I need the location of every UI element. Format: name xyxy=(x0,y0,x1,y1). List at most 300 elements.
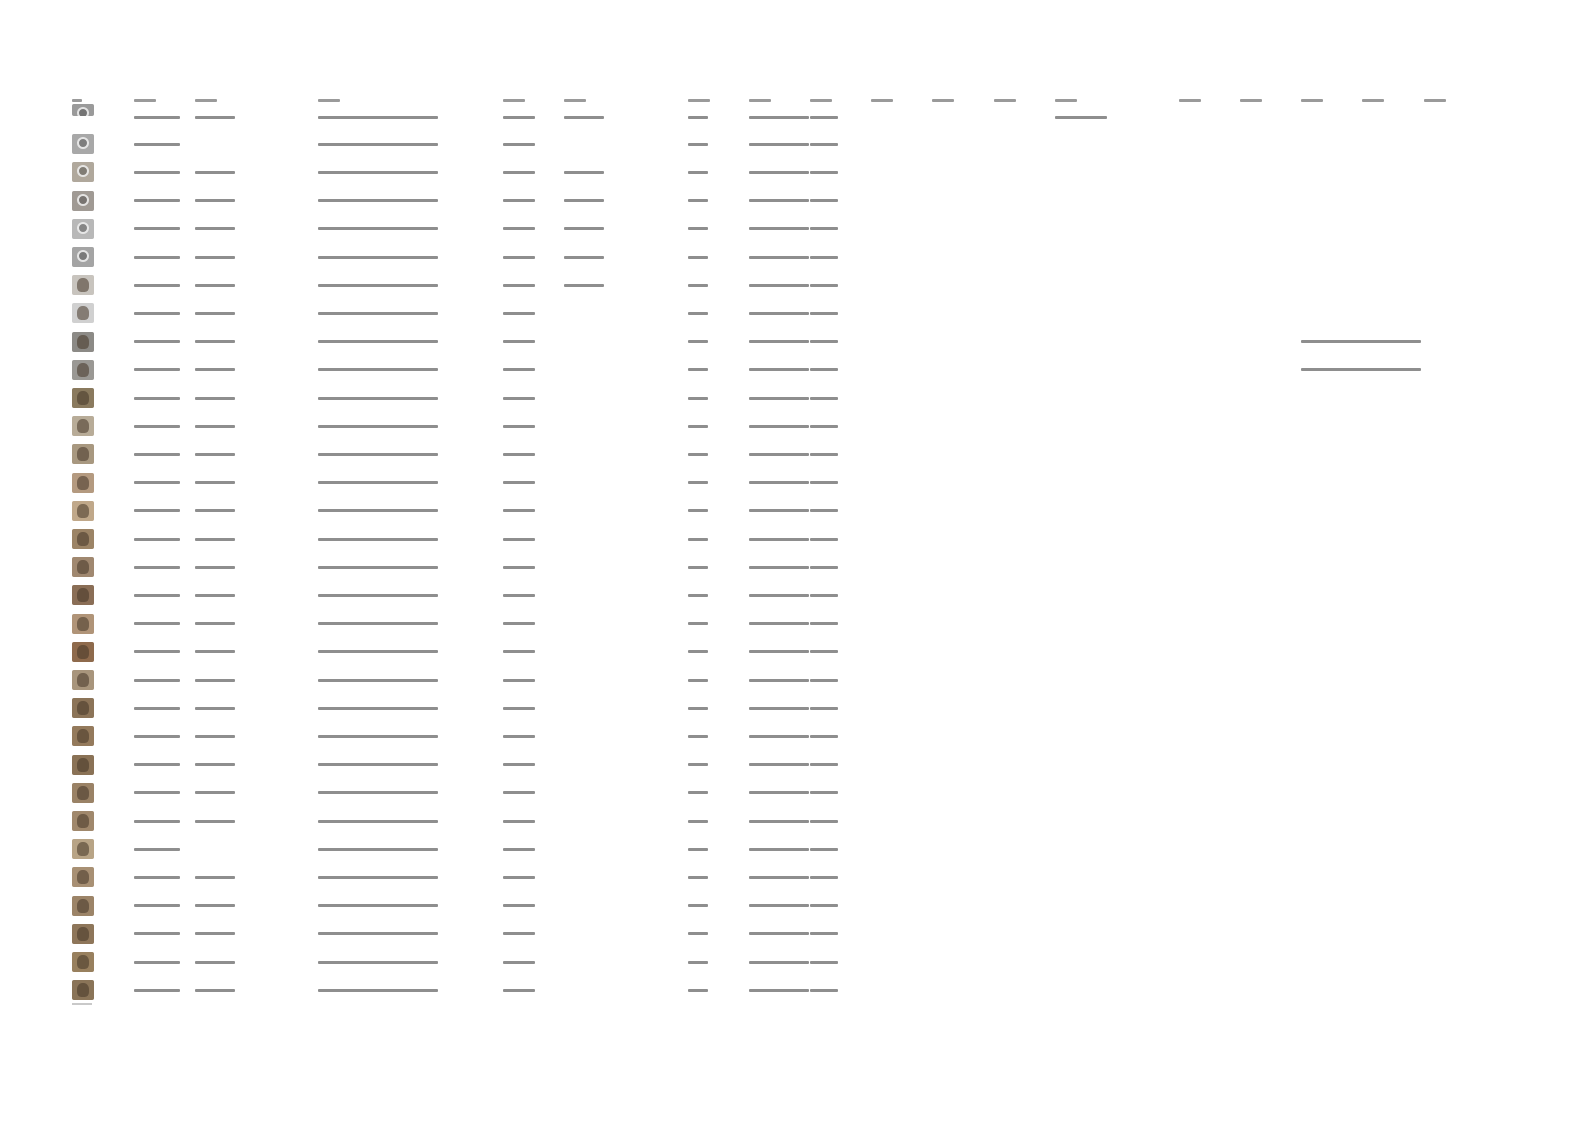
cell-unreadable-text xyxy=(195,932,235,936)
table-row xyxy=(0,922,1587,950)
cell-unreadable-text xyxy=(810,988,838,992)
column-header-unreadable xyxy=(871,99,893,102)
object-thumbnail-image xyxy=(72,642,94,662)
cell-unreadable-text xyxy=(318,960,438,964)
cell-unreadable-text xyxy=(503,199,535,203)
cell-unreadable-text xyxy=(749,819,809,823)
cell-unreadable-text xyxy=(134,960,180,964)
object-thumbnail-image xyxy=(72,783,94,803)
cell-unreadable-text xyxy=(688,424,708,428)
cell-unreadable-text xyxy=(195,170,235,174)
cell-unreadable-text xyxy=(134,875,180,879)
object-thumbnail-image xyxy=(72,585,94,605)
cell-unreadable-text xyxy=(503,819,535,823)
cell-unreadable-text xyxy=(810,763,838,767)
cell-unreadable-text xyxy=(503,593,535,597)
cell-unreadable-text xyxy=(688,565,708,569)
table-row xyxy=(0,160,1587,188)
cell-unreadable-text xyxy=(134,452,180,456)
table-row xyxy=(0,527,1587,555)
cell-unreadable-text xyxy=(318,847,438,851)
table-row xyxy=(0,640,1587,668)
cell-unreadable-text xyxy=(810,593,838,597)
cell-unreadable-text xyxy=(688,932,708,936)
cell-unreadable-text xyxy=(503,424,535,428)
cell-unreadable-text xyxy=(688,819,708,823)
cell-unreadable-text xyxy=(810,283,838,287)
cell-unreadable-text xyxy=(134,481,180,485)
cell-unreadable-text xyxy=(195,424,235,428)
cell-unreadable-text xyxy=(195,509,235,513)
cell-unreadable-text xyxy=(810,452,838,456)
cell-unreadable-text xyxy=(503,311,535,315)
cell-unreadable-text xyxy=(318,509,438,513)
object-thumbnail-image xyxy=(72,670,94,690)
cell-unreadable-text xyxy=(749,227,809,231)
cell-unreadable-text xyxy=(503,368,535,372)
table-row xyxy=(0,978,1587,1006)
cell-unreadable-text xyxy=(195,960,235,964)
cell-unreadable-text xyxy=(195,311,235,315)
object-thumbnail-image xyxy=(72,952,94,972)
cell-unreadable-text xyxy=(688,115,708,119)
cell-unreadable-text xyxy=(195,875,235,879)
cell-unreadable-text xyxy=(688,763,708,767)
object-thumbnail-image xyxy=(72,755,94,775)
cell-unreadable-text xyxy=(318,481,438,485)
cell-unreadable-text xyxy=(688,904,708,908)
cell-unreadable-text xyxy=(134,904,180,908)
cell-unreadable-text xyxy=(134,819,180,823)
cell-unreadable-text xyxy=(134,396,180,400)
cell-unreadable-text xyxy=(749,791,809,795)
cell-unreadable-text xyxy=(810,932,838,936)
column-header-unreadable xyxy=(1301,99,1323,102)
cell-unreadable-text xyxy=(503,904,535,908)
column-header-unreadable xyxy=(1362,99,1384,102)
cell-unreadable-text xyxy=(503,396,535,400)
cell-unreadable-text xyxy=(749,452,809,456)
table-row xyxy=(0,132,1587,160)
cell-unreadable-text xyxy=(503,340,535,344)
table-row xyxy=(0,781,1587,809)
column-header-unreadable xyxy=(195,99,217,102)
cell-unreadable-text xyxy=(688,875,708,879)
cell-unreadable-text xyxy=(195,988,235,992)
cell-unreadable-text xyxy=(810,960,838,964)
cell-unreadable-text xyxy=(503,678,535,682)
object-thumbnail-image xyxy=(72,726,94,746)
table-row xyxy=(0,696,1587,724)
object-thumbnail-image xyxy=(72,529,94,549)
object-thumbnail-image xyxy=(72,557,94,577)
cell-unreadable-text xyxy=(195,763,235,767)
cell-unreadable-text xyxy=(195,734,235,738)
column-header-unreadable xyxy=(564,99,586,102)
cell-unreadable-text xyxy=(318,734,438,738)
cell-unreadable-text xyxy=(318,142,438,146)
column-header-unreadable xyxy=(1424,99,1446,102)
table-row xyxy=(0,414,1587,442)
cell-unreadable-text xyxy=(195,678,235,682)
cell-unreadable-text xyxy=(688,170,708,174)
cell-unreadable-text xyxy=(749,340,809,344)
cell-unreadable-text xyxy=(503,875,535,879)
cell-unreadable-text xyxy=(318,904,438,908)
cell-unreadable-text xyxy=(134,311,180,315)
cell-unreadable-text xyxy=(749,988,809,992)
cell-unreadable-text xyxy=(134,622,180,626)
cell-unreadable-text xyxy=(195,368,235,372)
cell-unreadable-text xyxy=(134,734,180,738)
object-thumbnail-image xyxy=(72,839,94,859)
cell-unreadable-text xyxy=(810,340,838,344)
cell-unreadable-text xyxy=(134,791,180,795)
cell-unreadable-text xyxy=(195,650,235,654)
table-row xyxy=(0,809,1587,837)
cell-unreadable-text xyxy=(749,904,809,908)
cell-unreadable-text xyxy=(195,622,235,626)
table-row xyxy=(0,189,1587,217)
object-thumbnail-image xyxy=(72,444,94,464)
object-thumbnail-image xyxy=(72,247,94,267)
cell-unreadable-text xyxy=(810,509,838,513)
cell-unreadable-text xyxy=(810,481,838,485)
cell-unreadable-text xyxy=(134,170,180,174)
table-row xyxy=(0,217,1587,245)
cell-unreadable-text xyxy=(503,932,535,936)
column-header-unreadable xyxy=(318,99,340,102)
cell-unreadable-text xyxy=(503,509,535,513)
cell-unreadable-text xyxy=(810,622,838,626)
cell-unreadable-text xyxy=(195,791,235,795)
cell-unreadable-text xyxy=(749,875,809,879)
cell-unreadable-text xyxy=(503,142,535,146)
cell-unreadable-text xyxy=(810,115,838,119)
cell-unreadable-text xyxy=(318,424,438,428)
cell-unreadable-text xyxy=(749,622,809,626)
cell-unreadable-text xyxy=(195,706,235,710)
cell-unreadable-text xyxy=(503,847,535,851)
cell-unreadable-text xyxy=(1301,368,1421,372)
cell-unreadable-text xyxy=(134,988,180,992)
cell-unreadable-text xyxy=(195,199,235,203)
cell-unreadable-text xyxy=(810,424,838,428)
cell-unreadable-text xyxy=(688,227,708,231)
cell-unreadable-text xyxy=(564,115,604,119)
cell-unreadable-text xyxy=(564,170,604,174)
object-thumbnail-image xyxy=(72,388,94,408)
cell-unreadable-text xyxy=(318,819,438,823)
cell-unreadable-text xyxy=(688,678,708,682)
column-header-unreadable xyxy=(994,99,1016,102)
cell-unreadable-text xyxy=(810,227,838,231)
cell-unreadable-text xyxy=(318,678,438,682)
cell-unreadable-text xyxy=(134,255,180,259)
cell-unreadable-text xyxy=(749,678,809,682)
cell-unreadable-text xyxy=(134,593,180,597)
table-row xyxy=(0,301,1587,329)
cell-unreadable-text xyxy=(134,847,180,851)
cell-unreadable-text xyxy=(749,481,809,485)
column-header-unreadable xyxy=(810,99,832,102)
cell-unreadable-text xyxy=(749,368,809,372)
cell-unreadable-text xyxy=(1055,115,1107,119)
cell-unreadable-text xyxy=(318,199,438,203)
object-thumbnail-image xyxy=(72,867,94,887)
cell-unreadable-text xyxy=(134,763,180,767)
cell-unreadable-text xyxy=(810,255,838,259)
cell-unreadable-text xyxy=(688,593,708,597)
cell-unreadable-text xyxy=(134,650,180,654)
cell-unreadable-text xyxy=(810,706,838,710)
cell-unreadable-text xyxy=(134,115,180,119)
cell-unreadable-text xyxy=(564,199,604,203)
cell-unreadable-text xyxy=(564,283,604,287)
object-thumbnail-image xyxy=(72,924,94,944)
cell-unreadable-text xyxy=(688,847,708,851)
cell-unreadable-text xyxy=(195,481,235,485)
cell-unreadable-text xyxy=(318,227,438,231)
cell-unreadable-text xyxy=(503,255,535,259)
cell-unreadable-text xyxy=(503,650,535,654)
cell-unreadable-text xyxy=(688,368,708,372)
cell-unreadable-text xyxy=(503,791,535,795)
cell-unreadable-text xyxy=(195,819,235,823)
object-thumbnail-image xyxy=(72,360,94,380)
cell-unreadable-text xyxy=(195,565,235,569)
object-thumbnail-image xyxy=(72,104,94,116)
cell-unreadable-text xyxy=(749,847,809,851)
cell-unreadable-text xyxy=(1301,340,1421,344)
cell-unreadable-text xyxy=(503,537,535,541)
table-row xyxy=(0,386,1587,414)
cell-unreadable-text xyxy=(810,311,838,315)
cell-unreadable-text xyxy=(318,988,438,992)
cell-unreadable-text xyxy=(688,509,708,513)
cell-unreadable-text xyxy=(195,255,235,259)
table-row xyxy=(0,612,1587,640)
cell-unreadable-text xyxy=(318,368,438,372)
cell-unreadable-text xyxy=(134,537,180,541)
cell-unreadable-text xyxy=(503,452,535,456)
object-thumbnail-image xyxy=(72,332,94,352)
column-header-unreadable xyxy=(932,99,954,102)
cell-unreadable-text xyxy=(749,960,809,964)
cell-unreadable-text xyxy=(749,170,809,174)
cell-unreadable-text xyxy=(688,622,708,626)
cell-unreadable-text xyxy=(318,932,438,936)
table-row xyxy=(0,837,1587,865)
cell-unreadable-text xyxy=(749,396,809,400)
cell-unreadable-text xyxy=(318,340,438,344)
object-thumbnail-image xyxy=(72,698,94,718)
cell-unreadable-text xyxy=(134,932,180,936)
cell-unreadable-text xyxy=(318,593,438,597)
cell-unreadable-text xyxy=(318,706,438,710)
cell-unreadable-text xyxy=(318,255,438,259)
cell-unreadable-text xyxy=(564,255,604,259)
cell-unreadable-text xyxy=(688,199,708,203)
table-row xyxy=(0,583,1587,611)
cell-unreadable-text xyxy=(134,227,180,231)
table-row xyxy=(0,555,1587,583)
object-thumbnail-image xyxy=(72,162,94,182)
cell-unreadable-text xyxy=(749,142,809,146)
object-thumbnail-image xyxy=(72,134,94,154)
cell-unreadable-text xyxy=(195,396,235,400)
object-thumbnail-image xyxy=(72,980,94,1000)
cell-unreadable-text xyxy=(749,199,809,203)
table-row xyxy=(0,245,1587,273)
cell-unreadable-text xyxy=(810,650,838,654)
column-header-unreadable xyxy=(72,99,82,102)
cell-unreadable-text xyxy=(134,368,180,372)
object-thumbnail-image xyxy=(72,896,94,916)
cell-unreadable-text xyxy=(503,227,535,231)
table-row xyxy=(0,330,1587,358)
cell-unreadable-text xyxy=(318,115,438,119)
cell-unreadable-text xyxy=(688,988,708,992)
cell-unreadable-text xyxy=(688,340,708,344)
cell-unreadable-text xyxy=(318,875,438,879)
cell-unreadable-text xyxy=(564,227,604,231)
cell-unreadable-text xyxy=(318,763,438,767)
cell-unreadable-text xyxy=(810,170,838,174)
cell-unreadable-text xyxy=(688,255,708,259)
cell-unreadable-text xyxy=(134,678,180,682)
cell-unreadable-text xyxy=(318,565,438,569)
cell-unreadable-text xyxy=(688,452,708,456)
cell-unreadable-text xyxy=(318,537,438,541)
column-header-unreadable xyxy=(503,99,525,102)
table-continuation-mark xyxy=(72,1003,92,1005)
cell-unreadable-text xyxy=(503,706,535,710)
cell-unreadable-text xyxy=(688,311,708,315)
table-row xyxy=(0,358,1587,386)
cell-unreadable-text xyxy=(749,509,809,513)
cell-unreadable-text xyxy=(749,763,809,767)
cell-unreadable-text xyxy=(195,452,235,456)
column-header-unreadable xyxy=(1055,99,1077,102)
cell-unreadable-text xyxy=(749,565,809,569)
header-row xyxy=(72,98,1462,103)
cell-unreadable-text xyxy=(503,481,535,485)
object-thumbnail-image xyxy=(72,473,94,493)
cell-unreadable-text xyxy=(810,791,838,795)
cell-unreadable-text xyxy=(749,734,809,738)
object-thumbnail-image xyxy=(72,303,94,323)
cell-unreadable-text xyxy=(134,706,180,710)
cell-unreadable-text xyxy=(134,199,180,203)
table-row xyxy=(0,753,1587,781)
cell-unreadable-text xyxy=(749,424,809,428)
cell-unreadable-text xyxy=(688,283,708,287)
cell-unreadable-text xyxy=(688,960,708,964)
cell-unreadable-text xyxy=(318,452,438,456)
column-header-unreadable xyxy=(134,99,156,102)
cell-unreadable-text xyxy=(318,311,438,315)
cell-unreadable-text xyxy=(318,622,438,626)
cell-unreadable-text xyxy=(503,115,535,119)
cell-unreadable-text xyxy=(749,650,809,654)
cell-unreadable-text xyxy=(134,565,180,569)
cell-unreadable-text xyxy=(195,115,235,119)
table-row xyxy=(0,273,1587,301)
table-row xyxy=(0,471,1587,499)
cell-unreadable-text xyxy=(810,396,838,400)
cell-unreadable-text xyxy=(688,706,708,710)
cell-unreadable-text xyxy=(503,565,535,569)
cell-unreadable-text xyxy=(688,537,708,541)
cell-unreadable-text xyxy=(503,622,535,626)
object-thumbnail-image xyxy=(72,416,94,436)
cell-unreadable-text xyxy=(195,283,235,287)
cell-unreadable-text xyxy=(134,340,180,344)
cell-unreadable-text xyxy=(749,593,809,597)
cell-unreadable-text xyxy=(749,311,809,315)
cell-unreadable-text xyxy=(749,115,809,119)
cell-unreadable-text xyxy=(688,396,708,400)
cell-unreadable-text xyxy=(318,791,438,795)
object-thumbnail-image xyxy=(72,501,94,521)
table-row xyxy=(0,499,1587,527)
column-header-unreadable xyxy=(749,99,771,102)
table-row xyxy=(0,950,1587,978)
cell-unreadable-text xyxy=(810,537,838,541)
cell-unreadable-text xyxy=(810,368,838,372)
cell-unreadable-text xyxy=(134,142,180,146)
cell-unreadable-text xyxy=(503,170,535,174)
cell-unreadable-text xyxy=(503,960,535,964)
object-thumbnail-image xyxy=(72,275,94,295)
cell-unreadable-text xyxy=(749,283,809,287)
column-header-unreadable xyxy=(688,99,710,102)
cell-unreadable-text xyxy=(810,875,838,879)
cell-unreadable-text xyxy=(318,650,438,654)
cell-unreadable-text xyxy=(503,763,535,767)
cell-unreadable-text xyxy=(810,565,838,569)
cell-unreadable-text xyxy=(503,988,535,992)
cell-unreadable-text xyxy=(195,904,235,908)
cell-unreadable-text xyxy=(749,255,809,259)
column-header-unreadable xyxy=(1179,99,1201,102)
table-row xyxy=(0,865,1587,893)
cell-unreadable-text xyxy=(195,227,235,231)
cell-unreadable-text xyxy=(688,481,708,485)
cell-unreadable-text xyxy=(810,678,838,682)
cell-unreadable-text xyxy=(749,706,809,710)
cell-unreadable-text xyxy=(195,593,235,597)
cell-unreadable-text xyxy=(195,537,235,541)
table-row xyxy=(0,894,1587,922)
cell-unreadable-text xyxy=(503,283,535,287)
cell-unreadable-text xyxy=(810,847,838,851)
table-row xyxy=(0,724,1587,752)
cell-unreadable-text xyxy=(688,142,708,146)
cell-unreadable-text xyxy=(134,283,180,287)
cell-unreadable-text xyxy=(810,819,838,823)
cell-unreadable-text xyxy=(318,170,438,174)
cell-unreadable-text xyxy=(810,734,838,738)
object-thumbnail-image xyxy=(72,614,94,634)
cell-unreadable-text xyxy=(134,424,180,428)
cell-unreadable-text xyxy=(134,509,180,513)
cell-unreadable-text xyxy=(688,650,708,654)
cell-unreadable-text xyxy=(688,791,708,795)
cell-unreadable-text xyxy=(810,142,838,146)
cell-unreadable-text xyxy=(749,932,809,936)
